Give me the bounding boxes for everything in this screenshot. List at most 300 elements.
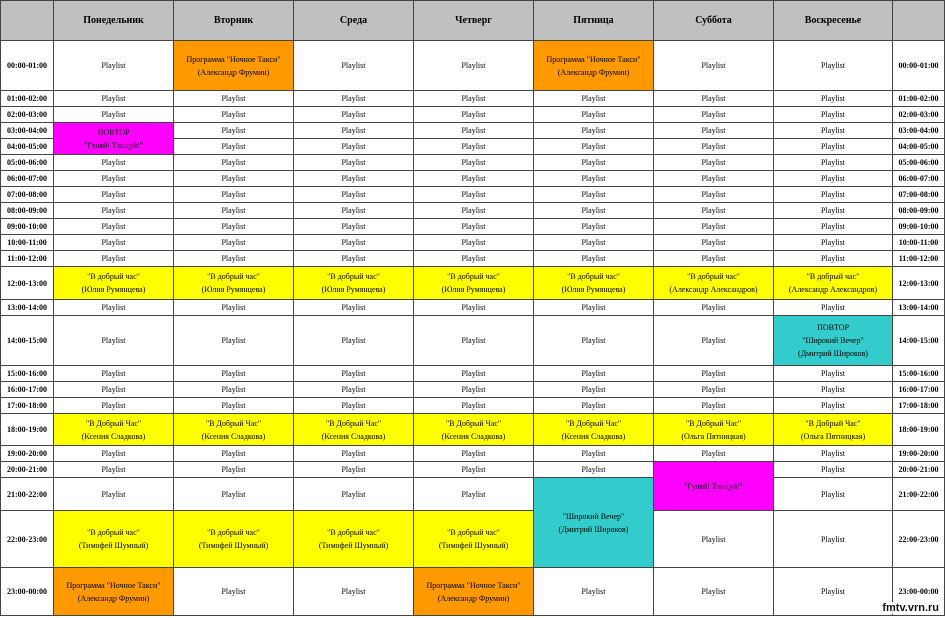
- time-label-right: 10:00-11:00: [893, 235, 945, 251]
- time-label: 14:00-15:00: [1, 316, 54, 366]
- playlist-cell: Playlist: [54, 382, 174, 398]
- playlist-cell: Playlist: [294, 382, 414, 398]
- time-label-right: 20:00-21:00: [893, 462, 945, 478]
- playlist-cell: Playlist: [174, 91, 294, 107]
- playlist-cell: Playlist: [294, 251, 414, 267]
- playlist-cell: Playlist: [414, 219, 534, 235]
- playlist-cell: Playlist: [534, 446, 654, 462]
- playlist-cell: Playlist: [774, 462, 893, 478]
- schedule-row: [1, 235, 945, 251]
- playlist-cell: Playlist: [534, 300, 654, 316]
- schedule-row: [1, 568, 945, 616]
- time-label: 19:00-20:00: [1, 446, 54, 462]
- program-line: "В Добрый Час": [685, 418, 742, 428]
- playlist-cell: Playlist: [774, 187, 893, 203]
- program-cell: [294, 267, 414, 300]
- playlist-cell: Playlist: [654, 219, 774, 235]
- day-header: Суббота: [654, 1, 774, 41]
- header-corner: [1, 1, 54, 41]
- time-label-right: 12:00-13:00: [893, 267, 945, 300]
- playlist-cell: Playlist: [534, 462, 654, 478]
- playlist-cell: Playlist: [414, 300, 534, 316]
- schedule-row: [1, 155, 945, 171]
- playlist-cell: Playlist: [54, 91, 174, 107]
- day-header: Четверг: [414, 1, 534, 41]
- program-cell: [534, 414, 654, 446]
- schedule-row: [1, 219, 945, 235]
- time-label: 06:00-07:00: [1, 171, 54, 187]
- time-label-right: 21:00-22:00: [893, 478, 945, 511]
- playlist-cell: Playlist: [294, 171, 414, 187]
- playlist-cell: Playlist: [654, 251, 774, 267]
- time-label: 05:00-06:00: [1, 155, 54, 171]
- program-line: (Тимофей Шумный): [438, 541, 509, 550]
- playlist-cell: Playlist: [414, 478, 534, 511]
- playlist-cell: Playlist: [774, 41, 893, 91]
- time-label-right: 05:00-06:00: [893, 155, 945, 171]
- program-line: "Гуляй! Танцуй!": [84, 140, 143, 150]
- playlist-cell: Playlist: [54, 219, 174, 235]
- program-line: ПОВТОР: [97, 127, 130, 137]
- playlist-cell: Playlist: [414, 139, 534, 155]
- program-line: (Александр Фрумин): [557, 67, 630, 77]
- playlist-cell: Playlist: [54, 203, 174, 219]
- playlist-cell: Playlist: [174, 300, 294, 316]
- playlist-cell: Playlist: [54, 366, 174, 382]
- time-label-right: 23:00-00:00: [893, 568, 945, 616]
- program-cell: [414, 511, 534, 568]
- playlist-cell: Playlist: [294, 398, 414, 414]
- playlist-cell: Playlist: [774, 511, 893, 568]
- playlist-cell: Playlist: [174, 171, 294, 187]
- playlist-cell: Playlist: [174, 155, 294, 171]
- playlist-cell: Playlist: [294, 478, 414, 511]
- schedule-body: [1, 41, 945, 616]
- playlist-cell: Playlist: [534, 91, 654, 107]
- playlist-cell: Playlist: [414, 107, 534, 123]
- playlist-cell: Playlist: [414, 41, 534, 91]
- playlist-cell: Playlist: [774, 235, 893, 251]
- program-cell: [294, 414, 414, 446]
- time-label: 01:00-02:00: [1, 91, 54, 107]
- time-label: 12:00-13:00: [1, 267, 54, 300]
- playlist-cell: Playlist: [54, 478, 174, 511]
- playlist-cell: Playlist: [174, 203, 294, 219]
- playlist-cell: Playlist: [294, 91, 414, 107]
- time-label: 10:00-11:00: [1, 235, 54, 251]
- header-row: [1, 1, 945, 41]
- time-label: 15:00-16:00: [1, 366, 54, 382]
- site-watermark: fmtv.vrn.ru: [882, 602, 939, 614]
- program-line: (Ольга Пятницкая): [800, 431, 866, 441]
- time-label: 21:00-22:00: [1, 478, 54, 511]
- playlist-cell: Playlist: [654, 235, 774, 251]
- playlist-cell: Playlist: [294, 123, 414, 139]
- program-line: (Ольга Пятницкая): [681, 431, 746, 441]
- playlist-cell: Playlist: [174, 187, 294, 203]
- program-line: "В добрый час": [207, 528, 260, 537]
- playlist-cell: Playlist: [294, 107, 414, 123]
- playlist-cell: Playlist: [54, 398, 174, 414]
- program-line: (Александр Александров): [669, 285, 758, 294]
- program-line: (Юлия Румянцева): [441, 285, 506, 294]
- time-label-right: 18:00-19:00: [893, 414, 945, 446]
- playlist-cell: Playlist: [174, 316, 294, 366]
- program-line: (Дмитрий Широков): [798, 349, 868, 358]
- playlist-cell: Playlist: [654, 568, 774, 616]
- program-line: "В Добрый Час": [325, 418, 382, 428]
- playlist-cell: Playlist: [534, 219, 654, 235]
- program-cell: [174, 41, 294, 91]
- schedule-row: [1, 41, 945, 91]
- day-header: Воскресенье: [774, 1, 893, 41]
- program-line: (Ксения Сладкова): [441, 431, 506, 441]
- schedule-row: [1, 316, 945, 366]
- program-cell: [534, 267, 654, 300]
- playlist-cell: Playlist: [774, 139, 893, 155]
- time-label: 11:00-12:00: [1, 251, 54, 267]
- time-label-right: 04:00-05:00: [893, 139, 945, 155]
- playlist-cell: Playlist: [774, 219, 893, 235]
- playlist-cell: Playlist: [654, 123, 774, 139]
- playlist-cell: Playlist: [654, 155, 774, 171]
- playlist-cell: Playlist: [774, 171, 893, 187]
- playlist-cell: Playlist: [534, 107, 654, 123]
- playlist-cell: Playlist: [654, 171, 774, 187]
- time-label-right: 06:00-07:00: [893, 171, 945, 187]
- playlist-cell: Playlist: [54, 235, 174, 251]
- playlist-cell: Playlist: [174, 219, 294, 235]
- time-label: 18:00-19:00: [1, 414, 54, 446]
- playlist-cell: Playlist: [774, 107, 893, 123]
- playlist-cell: Playlist: [774, 300, 893, 316]
- program-line: "В добрый час": [327, 272, 380, 281]
- program-line: "В Добрый Час": [85, 418, 142, 428]
- program-cell: [174, 414, 294, 446]
- program-cell: [414, 414, 534, 446]
- playlist-cell: Playlist: [534, 139, 654, 155]
- program-cell: [294, 511, 414, 568]
- playlist-cell: Playlist: [174, 123, 294, 139]
- time-label: 20:00-21:00: [1, 462, 54, 478]
- time-label-right: 01:00-02:00: [893, 91, 945, 107]
- program-line: "Широкий Вечер": [802, 336, 864, 345]
- day-header: Среда: [294, 1, 414, 41]
- time-label-right: 13:00-14:00: [893, 300, 945, 316]
- time-label: 00:00-01:00: [1, 41, 54, 91]
- playlist-cell: Playlist: [414, 398, 534, 414]
- time-label: 07:00-08:00: [1, 187, 54, 203]
- schedule-row: [1, 414, 945, 446]
- header-corner-right: [893, 1, 945, 41]
- playlist-cell: Playlist: [534, 382, 654, 398]
- playlist-cell: Playlist: [54, 155, 174, 171]
- program-line: (Тимофей Шумный): [198, 541, 269, 550]
- playlist-cell: Playlist: [174, 478, 294, 511]
- program-line: "Широкий Вечер": [562, 511, 625, 521]
- playlist-cell: Playlist: [174, 568, 294, 616]
- program-line: "В добрый час": [87, 528, 140, 537]
- time-label: 09:00-10:00: [1, 219, 54, 235]
- playlist-cell: Playlist: [174, 366, 294, 382]
- program-line: (Дмитрий Широков): [558, 524, 629, 534]
- time-label: 08:00-09:00: [1, 203, 54, 219]
- playlist-cell: Playlist: [54, 316, 174, 366]
- program-line: (Александр Фрумин): [197, 67, 270, 77]
- playlist-cell: Playlist: [774, 123, 893, 139]
- program-line: "В Добрый Час": [445, 418, 502, 428]
- playlist-cell: Playlist: [54, 446, 174, 462]
- program-cell: [774, 316, 893, 366]
- program-line: "В добрый час": [447, 528, 500, 537]
- playlist-cell: Playlist: [654, 511, 774, 568]
- time-label-right: 15:00-16:00: [893, 366, 945, 382]
- playlist-cell: Playlist: [174, 462, 294, 478]
- playlist-cell: Playlist: [774, 446, 893, 462]
- playlist-cell: Playlist: [414, 171, 534, 187]
- time-label-right: 14:00-15:00: [893, 316, 945, 366]
- program-line: Программа "Ночное Такси": [546, 54, 641, 64]
- playlist-cell: Playlist: [534, 398, 654, 414]
- program-cell: [54, 123, 174, 155]
- playlist-cell: Playlist: [414, 462, 534, 478]
- time-label-right: 11:00-12:00: [893, 251, 945, 267]
- program-line: "В добрый час": [207, 272, 260, 281]
- program-line: Программа "Ночное Такси": [426, 580, 521, 590]
- playlist-cell: Playlist: [774, 366, 893, 382]
- program-cell: [774, 414, 893, 446]
- playlist-cell: Playlist: [174, 382, 294, 398]
- playlist-cell: Playlist: [54, 251, 174, 267]
- playlist-cell: Playlist: [534, 155, 654, 171]
- playlist-cell: Playlist: [534, 316, 654, 366]
- playlist-cell: Playlist: [774, 398, 893, 414]
- schedule-row: [1, 251, 945, 267]
- time-label-right: 07:00-08:00: [893, 187, 945, 203]
- playlist-cell: Playlist: [294, 41, 414, 91]
- playlist-cell: Playlist: [414, 382, 534, 398]
- time-label-right: 22:00-23:00: [893, 511, 945, 568]
- playlist-cell: Playlist: [654, 139, 774, 155]
- playlist-cell: Playlist: [174, 398, 294, 414]
- playlist-cell: Playlist: [414, 366, 534, 382]
- program-cell: [534, 478, 654, 568]
- playlist-cell: Playlist: [294, 316, 414, 366]
- program-line: (Ксения Сладкова): [561, 431, 626, 441]
- program-cell: [54, 568, 174, 616]
- day-header: Пятница: [534, 1, 654, 41]
- playlist-cell: Playlist: [414, 316, 534, 366]
- schedule-row: [1, 398, 945, 414]
- playlist-cell: Playlist: [774, 155, 893, 171]
- program-line: "В добрый час": [806, 272, 860, 281]
- playlist-cell: Playlist: [294, 568, 414, 616]
- program-line: Программа "Ночное Такси": [186, 54, 281, 64]
- playlist-cell: Playlist: [414, 446, 534, 462]
- time-label: 03:00-04:00: [1, 123, 54, 139]
- playlist-cell: Playlist: [174, 235, 294, 251]
- program-cell: [414, 568, 534, 616]
- playlist-cell: Playlist: [774, 251, 893, 267]
- playlist-cell: Playlist: [774, 478, 893, 511]
- program-cell: [54, 414, 174, 446]
- playlist-cell: Playlist: [654, 300, 774, 316]
- program-line: (Ксения Сладкова): [321, 431, 386, 441]
- playlist-cell: Playlist: [294, 462, 414, 478]
- program-line: ПОВТОР: [817, 323, 849, 332]
- program-line: (Юлия Румянцева): [561, 285, 626, 294]
- program-line: (Юлия Румянцева): [321, 285, 386, 294]
- playlist-cell: Playlist: [654, 187, 774, 203]
- playlist-cell: Playlist: [654, 316, 774, 366]
- schedule-row: [1, 187, 945, 203]
- playlist-cell: Playlist: [414, 251, 534, 267]
- playlist-cell: Playlist: [414, 123, 534, 139]
- playlist-cell: Playlist: [54, 187, 174, 203]
- schedule-row: [1, 446, 945, 462]
- playlist-cell: Playlist: [294, 446, 414, 462]
- time-label: 02:00-03:00: [1, 107, 54, 123]
- program-line: (Юлия Румянцева): [81, 285, 146, 294]
- schedule-row: [1, 366, 945, 382]
- schedule-row: [1, 267, 945, 300]
- time-label: 04:00-05:00: [1, 139, 54, 155]
- program-line: "В добрый час": [567, 272, 620, 281]
- playlist-cell: Playlist: [54, 107, 174, 123]
- playlist-cell: Playlist: [294, 139, 414, 155]
- schedule-row: [1, 382, 945, 398]
- playlist-cell: Playlist: [654, 203, 774, 219]
- time-label-right: 02:00-03:00: [893, 107, 945, 123]
- program-cell: [174, 267, 294, 300]
- playlist-cell: Playlist: [294, 219, 414, 235]
- playlist-cell: Playlist: [774, 203, 893, 219]
- program-cell: [414, 267, 534, 300]
- program-line: "Гуляй! Танцуй!": [684, 481, 743, 491]
- time-label-right: 09:00-10:00: [893, 219, 945, 235]
- playlist-cell: Playlist: [534, 187, 654, 203]
- playlist-cell: Playlist: [294, 235, 414, 251]
- playlist-cell: Playlist: [414, 91, 534, 107]
- playlist-cell: Playlist: [534, 568, 654, 616]
- time-label-right: 08:00-09:00: [893, 203, 945, 219]
- playlist-cell: Playlist: [534, 235, 654, 251]
- playlist-cell: Playlist: [294, 300, 414, 316]
- playlist-cell: Playlist: [654, 382, 774, 398]
- program-line: "В добрый час": [687, 272, 740, 281]
- playlist-cell: Playlist: [654, 91, 774, 107]
- program-cell: [534, 41, 654, 91]
- playlist-cell: Playlist: [774, 568, 893, 616]
- day-header: Вторник: [174, 1, 294, 41]
- schedule-row: [1, 462, 945, 478]
- day-header: Понедельник: [54, 1, 174, 41]
- time-label: 22:00-23:00: [1, 511, 54, 568]
- playlist-cell: Playlist: [534, 203, 654, 219]
- program-cell: [174, 511, 294, 568]
- playlist-cell: Playlist: [534, 251, 654, 267]
- program-cell: [654, 414, 774, 446]
- program-line: (Тимофей Шумный): [318, 541, 389, 550]
- time-label: 16:00-17:00: [1, 382, 54, 398]
- time-label-right: 00:00-01:00: [893, 41, 945, 91]
- playlist-cell: Playlist: [534, 123, 654, 139]
- playlist-cell: Playlist: [54, 171, 174, 187]
- program-line: (Ксения Сладкова): [81, 431, 146, 441]
- playlist-cell: Playlist: [654, 366, 774, 382]
- time-label: 13:00-14:00: [1, 300, 54, 316]
- playlist-cell: Playlist: [414, 235, 534, 251]
- playlist-cell: Playlist: [654, 398, 774, 414]
- playlist-cell: Playlist: [174, 446, 294, 462]
- playlist-cell: Playlist: [774, 91, 893, 107]
- playlist-cell: Playlist: [174, 251, 294, 267]
- playlist-cell: Playlist: [294, 187, 414, 203]
- program-line: "В Добрый Час": [565, 418, 622, 428]
- program-line: (Юлия Румянцева): [201, 285, 266, 294]
- program-cell: [774, 267, 893, 300]
- schedule-row: [1, 511, 945, 568]
- playlist-cell: Playlist: [174, 139, 294, 155]
- playlist-cell: Playlist: [294, 366, 414, 382]
- playlist-cell: Playlist: [294, 203, 414, 219]
- playlist-cell: Playlist: [54, 462, 174, 478]
- program-line: Программа "Ночное Такси": [66, 580, 161, 590]
- program-line: (Ксения Сладкова): [201, 431, 266, 441]
- playlist-cell: Playlist: [534, 171, 654, 187]
- playlist-cell: Playlist: [54, 300, 174, 316]
- playlist-cell: Playlist: [414, 187, 534, 203]
- playlist-cell: Playlist: [174, 107, 294, 123]
- program-cell: [54, 511, 174, 568]
- schedule-row: [1, 171, 945, 187]
- program-line: (Александр Фрумин): [437, 593, 510, 603]
- time-label: 23:00-00:00: [1, 568, 54, 616]
- schedule-row: [1, 300, 945, 316]
- time-label-right: 17:00-18:00: [893, 398, 945, 414]
- playlist-cell: Playlist: [654, 41, 774, 91]
- playlist-cell: Playlist: [774, 382, 893, 398]
- playlist-cell: Playlist: [414, 203, 534, 219]
- program-line: "В Добрый Час": [205, 418, 262, 428]
- playlist-cell: Playlist: [54, 41, 174, 91]
- playlist-cell: Playlist: [414, 155, 534, 171]
- program-line: "В добрый час": [447, 272, 500, 281]
- schedule-row: [1, 107, 945, 123]
- time-label: 17:00-18:00: [1, 398, 54, 414]
- time-label-right: 16:00-17:00: [893, 382, 945, 398]
- schedule-row: [1, 478, 945, 511]
- playlist-cell: Playlist: [294, 155, 414, 171]
- schedule-row: [1, 91, 945, 107]
- program-line: "В добрый час": [327, 528, 380, 537]
- playlist-cell: Playlist: [534, 366, 654, 382]
- program-cell: [654, 267, 774, 300]
- time-label-right: 03:00-04:00: [893, 123, 945, 139]
- program-cell: [54, 267, 174, 300]
- playlist-cell: Playlist: [654, 446, 774, 462]
- playlist-cell: Playlist: [654, 107, 774, 123]
- schedule-row: [1, 123, 945, 139]
- schedule-row: [1, 203, 945, 219]
- program-line: "В добрый час": [87, 272, 140, 281]
- time-label-right: 19:00-20:00: [893, 446, 945, 462]
- program-cell: [654, 462, 774, 511]
- program-line: "В Добрый Час": [805, 418, 861, 428]
- program-line: (Тимофей Шумный): [78, 541, 149, 550]
- program-line: (Александр Фрумин): [77, 593, 150, 603]
- program-line: (Александр Александров): [788, 285, 878, 294]
